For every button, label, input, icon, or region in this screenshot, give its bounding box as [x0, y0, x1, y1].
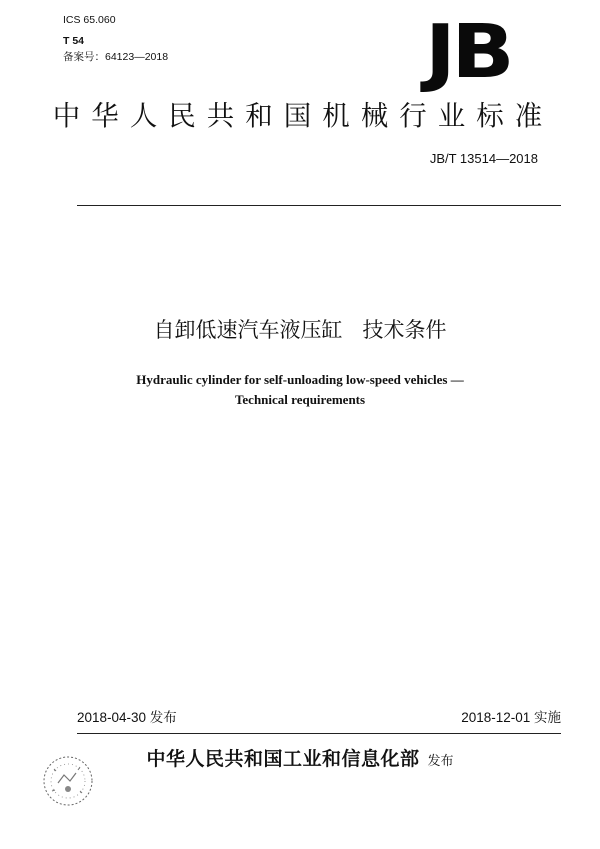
implementation-date: 2018-12-01 实施	[461, 710, 561, 725]
standard-number: JB/T 13514—2018	[429, 151, 538, 166]
official-seal-icon	[40, 753, 96, 809]
jb-logo: JB	[425, 9, 511, 95]
top-divider	[77, 205, 561, 206]
document-title-chinese: 自卸低速汽车液压缸 技术条件	[153, 318, 447, 342]
record-number: 备案号：64123—2018	[63, 51, 169, 63]
english-title-line-1: Hydraulic cylinder for self-unloading low-speed vehicles —	[136, 372, 464, 387]
issue-date: 2018-04-30 发布	[77, 710, 177, 725]
ics-code: ICS 65.060	[63, 14, 116, 26]
document-title-english	[0, 370, 600, 410]
issuer-suffix: 发布	[427, 754, 454, 769]
issuing-authority: 中华人民共和国工业和信息化部	[146, 748, 420, 770]
english-title-line-2: Technical requirements	[234, 392, 366, 407]
classification-code: T 54	[63, 35, 85, 47]
standard-category-title: 中华人民共和国机械行业标准	[52, 100, 554, 132]
bottom-divider	[77, 733, 561, 734]
